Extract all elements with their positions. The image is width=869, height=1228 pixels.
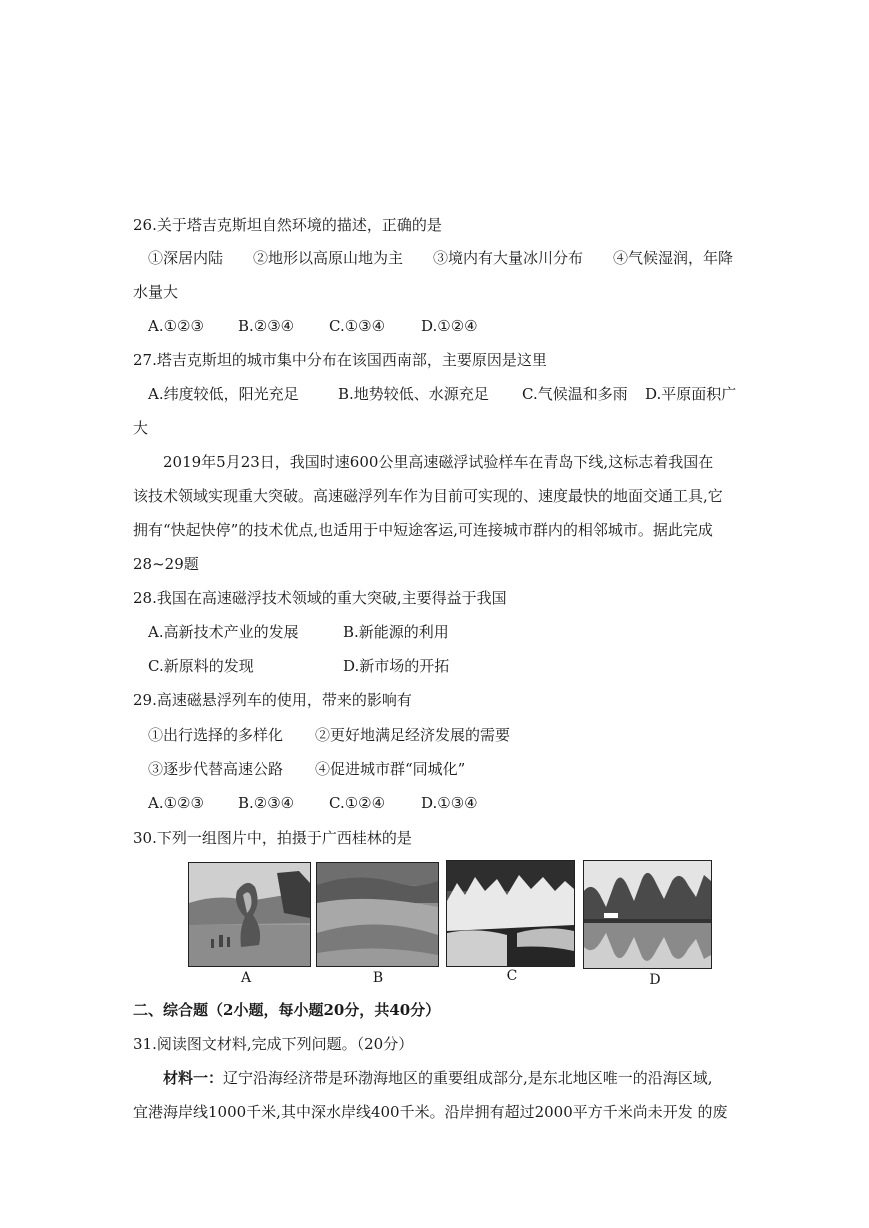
karst-river-photo xyxy=(583,860,712,969)
q28-choice-d: D.新市场的开拓 xyxy=(343,657,450,675)
q31-stem: 31.阅读图文材料,完成下列问题。（20分） xyxy=(133,1035,414,1053)
rock-pillar-desert-photo xyxy=(188,862,311,967)
photo-caption-d: D xyxy=(649,972,661,988)
glacier-photo xyxy=(446,860,575,967)
q31-material-text: 辽宁沿海经济带是环渤海地区的重要组成部分,是东北地区唯一的沿海区域, xyxy=(223,1069,713,1087)
q28-choice-c: C.新原料的发现 xyxy=(148,657,254,675)
q27-choice-d: D.平原面积广 xyxy=(645,385,737,403)
passage-line-1: 2019年5月23日，我国时速600公里高速磁浮试验样车在青岛下线,这标志着我国在 xyxy=(163,453,714,471)
q31-material-label: 材料一： xyxy=(163,1069,224,1087)
q28-choice-a: A.高新技术产业的发展 xyxy=(148,623,299,641)
q26-options-wrap: 水量大 xyxy=(133,283,179,301)
q29-item-4: ④促进城市群“同城化” xyxy=(315,760,466,778)
q29-item-3: ③逐步代替高速公路 xyxy=(148,760,284,778)
q27-choice-a: A.纬度较低，阳光充足 xyxy=(148,385,299,403)
q27-choice-c: C.气候温和多雨 xyxy=(522,385,628,403)
sand-dunes-photo xyxy=(316,862,439,967)
q31-material-line-1 xyxy=(163,1068,713,1088)
q31-material-line-2: 宜港海岸线1000千米,其中深水岸线400千米。沿岸拥有超过2000平方千米尚未开发 的废 xyxy=(133,1103,728,1121)
q29-choice-a: A.①②③ xyxy=(148,794,204,812)
passage-line-3: 拥有“快起快停”的技术优点,也适用于中短途客运,可连接城市群内的相邻城市。据此完成 xyxy=(133,521,713,539)
q29-choice-c: C.①②④ xyxy=(329,794,386,812)
q30-stem: 30.下列一组图片中，拍摄于广西桂林的是 xyxy=(133,829,412,847)
q28-stem: 28.我国在高速磁浮技术领域的重大突破,主要得益于我国 xyxy=(133,589,507,607)
photo-caption-b: B xyxy=(372,970,384,986)
photo-caption-a: A xyxy=(240,970,252,986)
q29-item-1: ①出行选择的多样化 xyxy=(148,726,284,744)
q27-stem: 27.塔吉克斯坦的城市集中分布在该国西南部，主要原因是这里 xyxy=(133,351,547,369)
q29-choice-b: B.②③④ xyxy=(238,794,295,812)
section-2-title: 二、综合题（2小题，每小题20分，共40分） xyxy=(133,1001,441,1019)
q26-choice-c: C.①③④ xyxy=(329,317,386,335)
q29-choice-d: D.①③④ xyxy=(421,794,478,812)
photo-caption-c: C xyxy=(506,968,518,984)
q26-choice-a: A.①②③ xyxy=(148,317,204,335)
q27-wrap: 大 xyxy=(133,419,149,437)
passage-line-2: 该技术领域实现重大突破。高速磁浮列车作为目前可实现的、速度最快的地面交通工具,它 xyxy=(133,487,723,505)
passage-line-4: 28~29题 xyxy=(133,555,199,573)
q28-choice-b: B.新能源的利用 xyxy=(343,623,449,641)
q26-options: ①深居内陆 ②地形以高原山地为主 ③境内有大量冰川分布 ④气候湿润，年降 xyxy=(148,249,734,267)
q26-stem: 26.关于塔吉克斯坦自然环境的描述，正确的是 xyxy=(133,216,442,234)
q29-stem: 29.高速磁悬浮列车的使用，带来的影响有 xyxy=(133,691,412,709)
q26-choice-d: D.①②④ xyxy=(421,317,478,335)
q29-item-2: ②更好地满足经济发展的需要 xyxy=(315,726,511,744)
q27-choice-b: B.地势较低、水源充足 xyxy=(338,385,489,403)
q26-choice-b: B.②③④ xyxy=(238,317,295,335)
